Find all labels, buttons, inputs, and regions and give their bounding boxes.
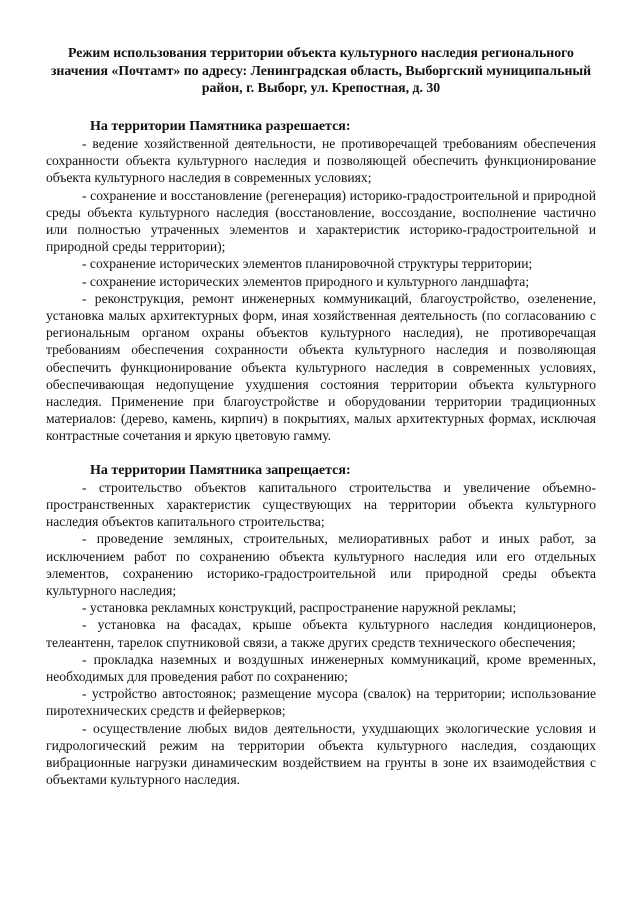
prohibited-item: - устройство автостоянок; размещение мусора (свалок) на территории; использование пиротехнических средств и фейерверков; (46, 686, 596, 719)
allowed-item: - сохранение и восстановление (регенерация) историко-градостроительной и природной среды объекта культурного наследия (восстановление, воссоздание, восполнение частично или полностью утраченных элементов и характеристик историко-градостроительной и природной среды территории); (46, 187, 596, 255)
allowed-item: - сохранение исторических элементов природного и культурного ландшафта; (82, 273, 530, 289)
prohibited-item: - установка на фасадах, крыше объекта культурного наследия кондиционеров, телеантенн, тарелок спутниковой связи, а также других средств технического обеспечения; (46, 617, 596, 650)
prohibited-item: - проведение земляных, строительных, мелиоративных работ и иных работ, за исключением работ по сохранению объекта культурного наследия или его отдельных элементов, сохранению историко-градостроительной или природной среды объекта культурного наследия; (46, 531, 596, 599)
document-page (46, 44, 596, 806)
allowed-item: - реконструкция, ремонт инженерных коммуникаций, благоустройство, озеленение, установка малых архитектурных форм, иная хозяйственная деятельность (по согласованию с региональным органом охраны объектов культурного наследия), не противоречащая требованиям обеспечения сохранности объекта культурного наследия и позволяющая обеспечить функционирование объекта культурного наследия в современных условиях, обеспечивающая недопущение ухудшения состояния территории объекта культурного наследия. Применение при благоустройстве и оборудовании территории традиционных материалов: (дерево, камень, кирпич) в покрытиях, малых архитектурных формах, исключая контрастные сочетания и яркую цветовую гамму. (46, 290, 596, 444)
allowed-heading: На территории Памятника разрешается: (90, 118, 351, 134)
prohibited-item: - прокладка наземных и воздушных инженерных коммуникаций, кроме временных, необходимых для проведения работ по сохранению; (46, 651, 596, 685)
allowed-section (46, 118, 596, 445)
allowed-item: - ведение хозяйственной деятельности, не противоречащей требованиям обеспечения сохранности объекта культурного наследия и позволяющей обеспечить функционирование объекта культурного наследия в современных условиях; (46, 135, 596, 186)
prohibited-item: - строительство объектов капитального строительства и увеличение объемно-пространственных характеристик существующих на территории объекта культурного наследия объектов капитального строительства; (46, 479, 596, 530)
prohibited-item: - осуществление любых видов деятельности, ухудшающих экологические условия и гидрологический режим на территории объекта культурного наследия, создающих вибрационные нагрузки динамическим воздействием на грунты в зоне их взаимодействия с объектами культурного наследия. (46, 720, 596, 788)
prohibited-item: - установка рекламных конструкций, распространение наружной рекламы; (82, 600, 517, 616)
prohibited-heading: На территории Памятника запрещается: (90, 462, 351, 478)
document-title: Режим использования территории объекта культурного наследия регионального значения «Почтамт» по адресу: Ленинградская область, Выборгский муниципальный район, г. Выборг, ул. Крепостная, д. 30 (50, 45, 592, 96)
allowed-item: - сохранение исторических элементов планировочной структуры территории; (82, 256, 533, 272)
prohibited-section (46, 462, 596, 789)
